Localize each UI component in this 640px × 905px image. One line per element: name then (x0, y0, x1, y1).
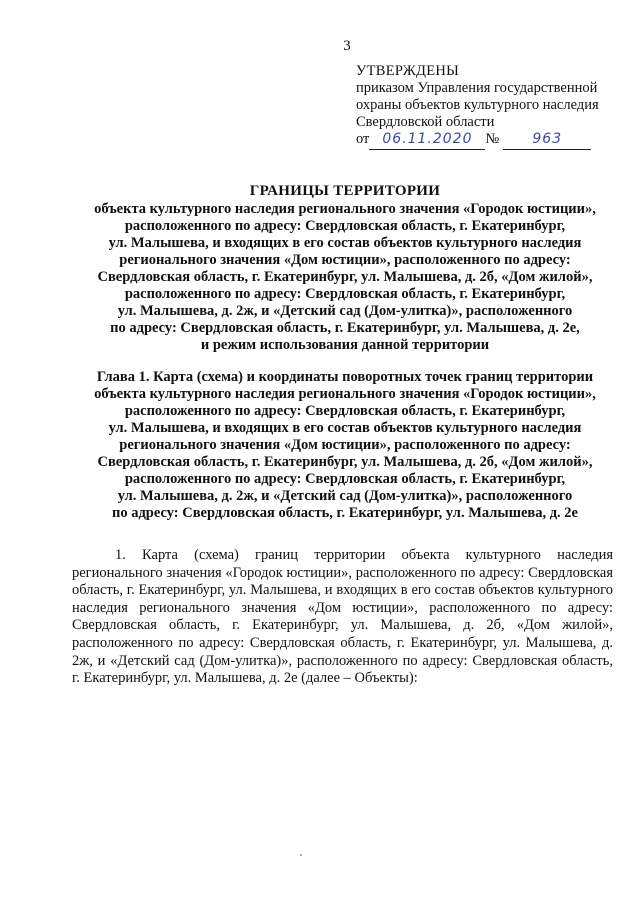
number-sign: № (485, 131, 500, 147)
title-line: ул. Малышева, д. 2ж, и «Детский сад (Дом-улитка)», расположенного (117, 303, 573, 319)
title-line: расположенного по адресу: Свердловская область, г. Екатеринбург, (124, 218, 566, 234)
chapter-line: ул. Малышева, д. 2ж, и «Детский сад (Дом-улитка)», расположенного (117, 488, 573, 504)
title-line: Свердловская область, г. Екатеринбург, ул. Малышева, д. 2б, «Дом жилой», (97, 269, 593, 285)
handwritten-date: 06.11.2020 (382, 131, 473, 147)
chapter-line: расположенного по адресу: Свердловская область, г. Екатеринбург, (124, 403, 566, 419)
title-line: и режим использования данной территории (200, 337, 490, 353)
title-line: ул. Малышева, и входящих в его состав объектов культурного наследия (108, 235, 582, 251)
handwritten-number: 963 (532, 131, 563, 147)
approval-block (356, 63, 626, 151)
document-title: ГРАНИЦЫ ТЕРРИТОРИИ (249, 183, 441, 199)
chapter-line: по адресу: Свердловская область, г. Екатеринбург, ул. Малышева, д. 2е (111, 505, 578, 521)
title-line: объекта культурного наследия регионального значения «Городок юстиции», (94, 201, 596, 217)
title-line: по адресу: Свердловская область, г. Екатеринбург, ул. Малышева, д. 2е, (110, 320, 580, 336)
scan-speck (300, 854, 302, 856)
approval-line: Свердловской области (356, 114, 495, 130)
title-line: регионального значения «Дом юстиции», расположенного по адресу: (119, 252, 571, 268)
date-field (369, 132, 485, 150)
approval-line: охраны объектов культурного наследия (356, 97, 599, 113)
chapter-line: регионального значения «Дом юстиции», расположенного по адресу: (119, 437, 571, 453)
document-title-block (60, 183, 630, 354)
chapter-line: ул. Малышева, и входящих в его состав объектов культурного наследия (108, 420, 582, 436)
approval-line: приказом Управления государственной (356, 80, 598, 96)
page-number: 3 (343, 38, 351, 54)
chapter-heading (60, 369, 630, 522)
chapter-line: расположенного по адресу: Свердловская область, г. Екатеринбург, (124, 471, 566, 487)
body-paragraph: 1. Карта (схема) границ территории объекта культурного наследия регионального значения «Городок юстиции», расположенного по адресу: Свердловская область, г. Екатеринбург, ул. Малышева, и входящих в его состав объектов культурного наследия регионального значения «Дом юстиции», расположенного по адресу: Свердловская область, г. Екатеринбург, ул. Малышева, д. 2б, «Дом жилой», расположенного по адресу: Свердловская область, г. Екатеринбург, ул. Малышева, д. 2ж, и «Детский сад (Дом-улитка)», расположенного по адресу: Свердловская область, г. Екатеринбург, ул. Малышева, д. 2е (далее – Объекты): (72, 547, 613, 687)
number-field (503, 132, 591, 150)
chapter-line: Глава 1. Карта (схема) и координаты поворотных точек границ территории (96, 369, 594, 385)
title-line: расположенного по адресу: Свердловская область, г. Екатеринбург, (124, 286, 566, 302)
chapter-line: объекта культурного наследия регионального значения «Городок юстиции», (94, 386, 596, 402)
approval-date-line (356, 131, 626, 151)
date-prefix: от (356, 131, 370, 147)
approval-heading: УТВЕРЖДЕНЫ (356, 63, 460, 79)
chapter-line: Свердловская область, г. Екатеринбург, ул. Малышева, д. 2б, «Дом жилой», (97, 454, 593, 470)
